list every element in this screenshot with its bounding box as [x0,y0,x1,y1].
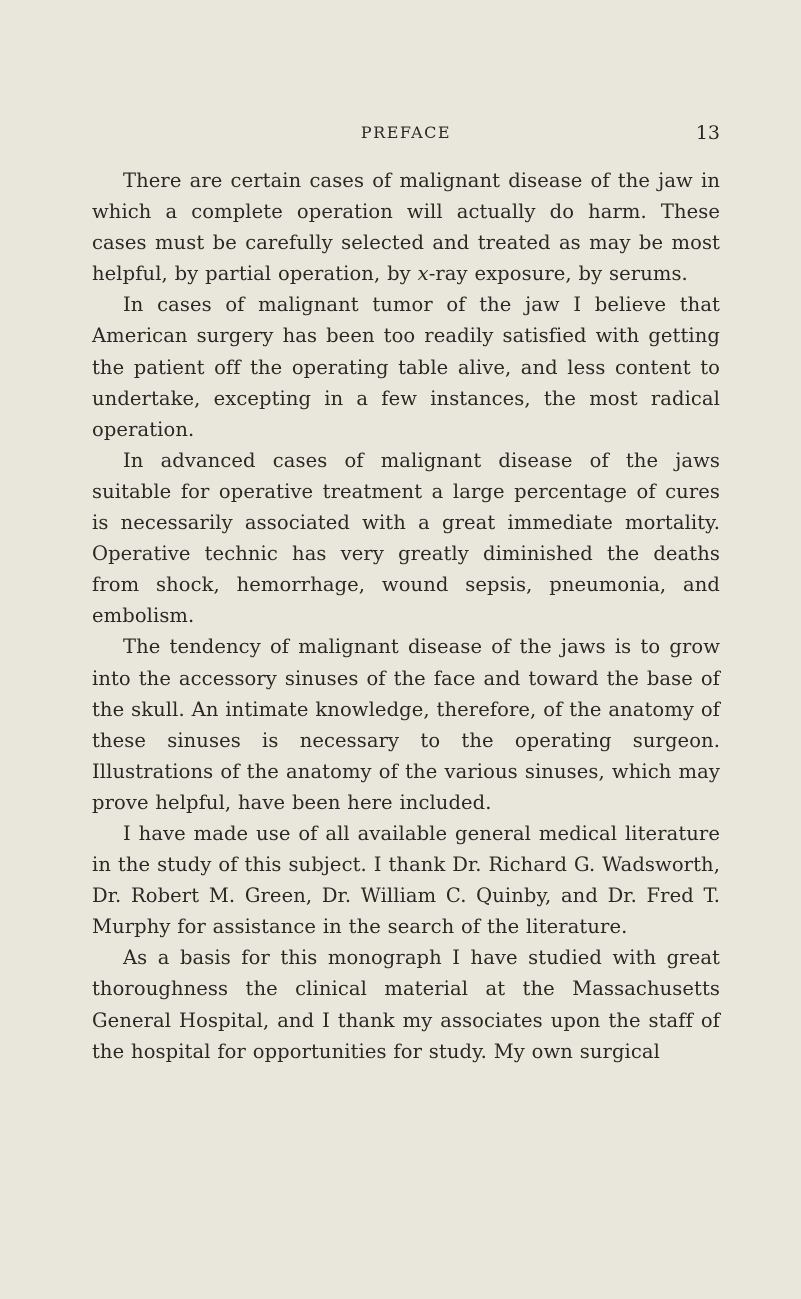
body-text [92,165,720,1067]
running-head [92,121,720,145]
paragraph-2: In cases of malignant tumor of the jaw I believe that American surgery has been too readily satisfied with getting the patient off the operating table alive, and less content to undertake, excepting in a few instances, the most radical operation. [92,293,720,441]
paragraph-4: The tendency of malignant disease of the jaws is to grow into the accessory sinuses of the face and toward the base of the skull. An intimate knowledge, therefore, of the anatomy of these sinuses is necessary to the operating surgeon. Illustrations of the anatomy of the various sinuses, which may prove helpful, have been here included. [92,635,720,814]
paragraph-6: As a basis for this monograph I have studied with great thoroughness the clinical material at the Massachusetts General Hospital, and I thank my associates upon the staff of the hospital for opportunities for study. My own surgical [92,946,720,1063]
header-title: PREFACE [360,123,452,142]
paragraph-1-text: There are certain cases of malignant disease of the jaw in which a complete operation will actually do harm. These cases must be carefully selected and treated as may be most helpful, by partial operation, by [92,169,720,286]
paragraph-5: I have made use of all available general medical literature in the study of this subject. I thank Dr. Richard G. Wadsworth, Dr. Robert M. Green, Dr. William C. Quinby, and Dr. Fred T. Murphy for assistance in the search of the literature. [92,821,720,939]
italic-x: x [417,262,429,286]
page-number: 13 [695,122,720,144]
paragraph-3: In advanced cases of malignant disease of the jaws suitable for operative treatment a large percentage of cures is necessarily associated with a great immediate mortality. Operative technic has very greatly diminished the deaths from shock, hemorrhage, wound sepsis, pneumonia, and embolism. [92,448,720,628]
paragraph-1 [92,165,720,289]
paragraph-1-tail: -ray exposure, by serums. [428,262,688,286]
